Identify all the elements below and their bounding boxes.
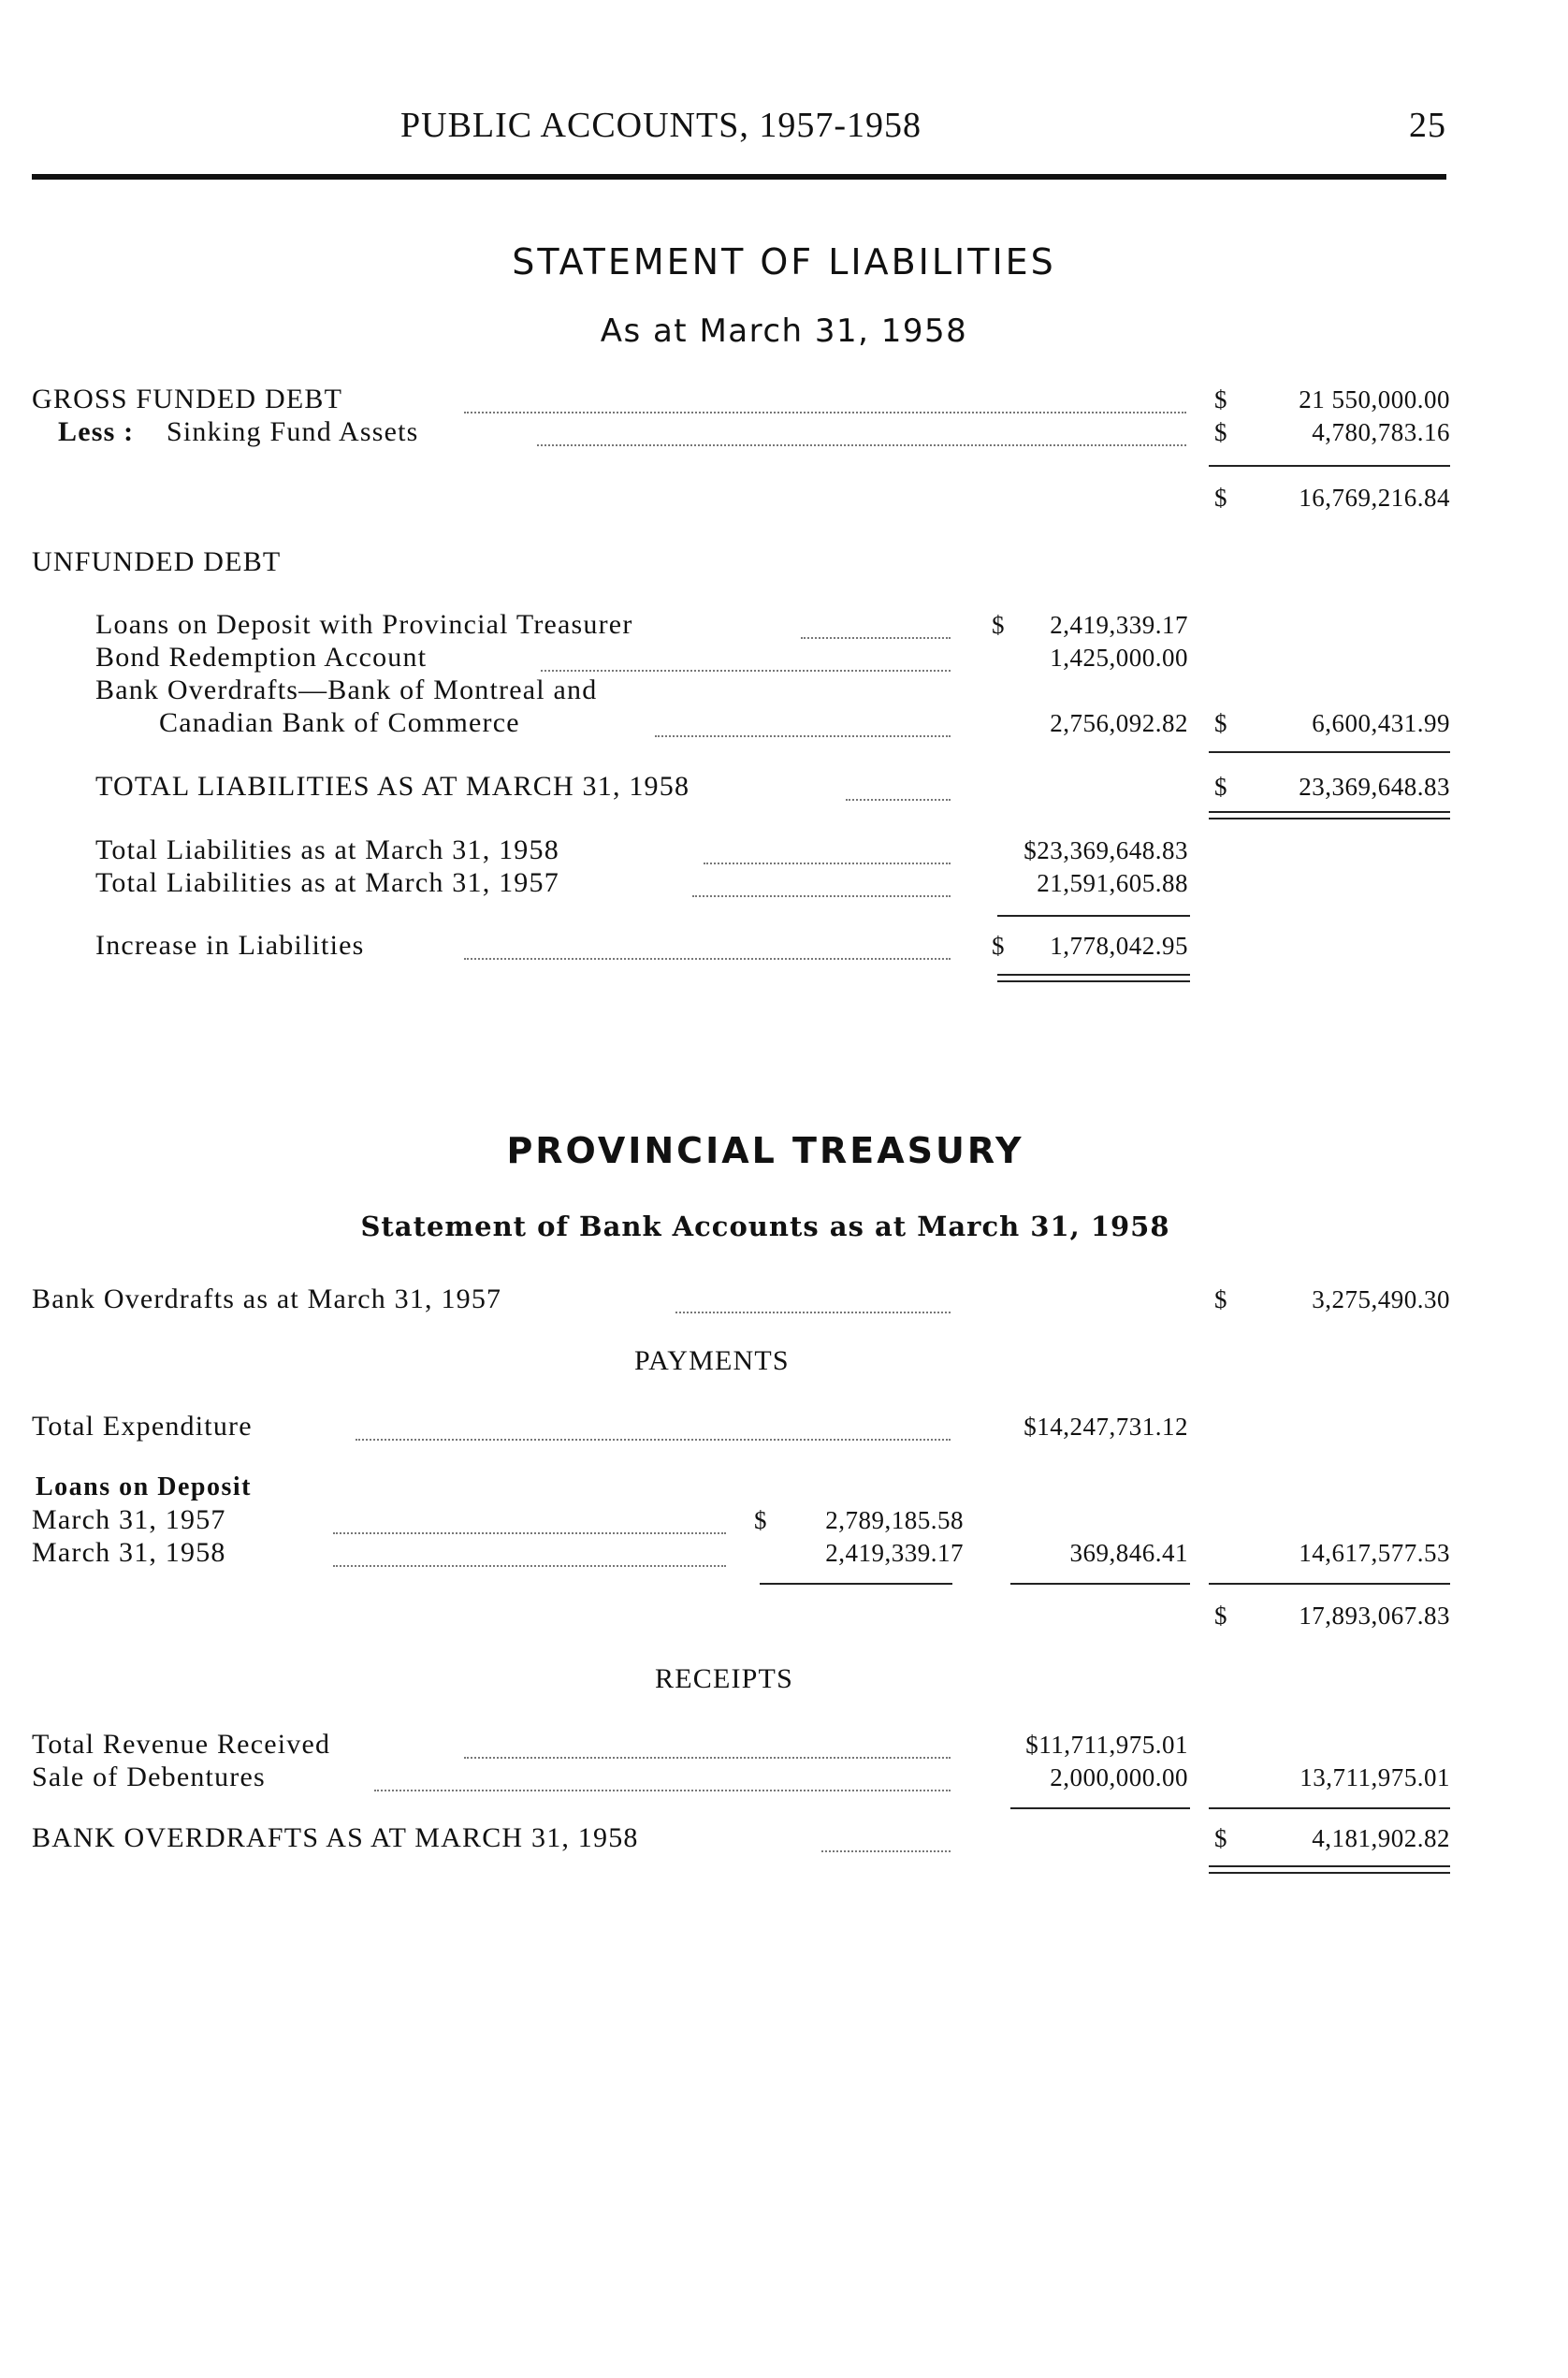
loans-1958-value: 2,419,339.17 <box>825 1539 964 1567</box>
currency-sign: $ <box>1214 1602 1227 1630</box>
liabilities-title: STATEMENT OF LIABILITIES <box>512 241 1056 283</box>
currency-sign: $ <box>992 611 1005 639</box>
leader-dots <box>464 412 1186 413</box>
unfunded-debt-total: 6,600,431.99 <box>1312 709 1450 737</box>
overdrafts-1957-value: 3,275,490.30 <box>1312 1285 1450 1313</box>
bond-redemption-value: 1,425,000.00 <box>1050 644 1188 672</box>
sinking-fund-label: Sinking Fund Assets <box>167 416 419 447</box>
currency-sign: $ <box>1214 773 1227 801</box>
overdrafts-1958-label: BANK OVERDRAFTS AS AT MARCH 31, 1958 <box>32 1822 639 1853</box>
difference-rule <box>1010 1583 1190 1585</box>
total-liabilities-1957-value: 21,591,605.88 <box>1037 869 1188 897</box>
difference-rule <box>997 915 1190 917</box>
leader-dots <box>541 670 951 672</box>
leader-dots <box>374 1790 951 1791</box>
receipts-total-value: 13,711,975.01 <box>1299 1763 1450 1791</box>
gross-funded-debt-label: GROSS FUNDED DEBT <box>32 384 343 414</box>
receipts-total-rule <box>1209 1807 1450 1809</box>
payments-total-value: 17,893,067.83 <box>1299 1602 1450 1630</box>
header-rule <box>32 174 1446 180</box>
sale-debentures-label: Sale of Debentures <box>32 1762 266 1792</box>
leader-dots <box>675 1312 951 1313</box>
treasury-title: PROVINCIAL TREASURY <box>506 1130 1024 1171</box>
subtotal-rule <box>1209 1583 1450 1585</box>
leader-dots <box>464 1757 951 1759</box>
payments-subtotal-value: 14,617,577.53 <box>1299 1539 1450 1567</box>
payments-heading: PAYMENTS <box>634 1345 790 1376</box>
liabilities-subtitle: As at March 31, 1958 <box>600 312 968 350</box>
total-expenditure-value: $14,247,731.12 <box>1024 1413 1188 1441</box>
loans-on-deposit-label: Loans on Deposit with Provincial Treasurer <box>95 609 633 640</box>
treasury-subtitle: Statement of Bank Accounts as at March 31, 1958 <box>360 1211 1170 1242</box>
overdrafts-1958-value: 4,181,902.82 <box>1312 1824 1450 1852</box>
less-label: Less : <box>58 416 135 447</box>
unfunded-debt-heading: UNFUNDED DEBT <box>32 546 282 577</box>
leader-dots <box>464 958 951 960</box>
bond-redemption-label: Bond Redemption Account <box>95 642 428 673</box>
currency-sign: $ <box>1214 709 1227 737</box>
currency-sign: $ <box>992 932 1005 960</box>
total-liabilities-1957-label: Total Liabilities as at March 31, 1957 <box>95 867 559 898</box>
total-revenue-label: Total Revenue Received <box>32 1729 331 1760</box>
currency-sign: $ <box>754 1506 767 1534</box>
total-liabilities-1958-value: $23,369,648.83 <box>1024 836 1188 864</box>
leader-dots <box>704 863 951 864</box>
overdrafts-1957-label: Bank Overdrafts as at March 31, 1957 <box>32 1283 502 1314</box>
subtotal-rule <box>1209 465 1450 467</box>
total-liabilities-1958-label: Total Liabilities as at March 31, 1958 <box>95 834 559 865</box>
loans-1958-label: March 31, 1958 <box>32 1537 226 1568</box>
increase-in-liabilities-label: Increase in Liabilities <box>95 930 365 961</box>
leader-dots <box>333 1565 726 1567</box>
currency-sign: $ <box>1214 385 1227 413</box>
running-header-title: PUBLIC ACCOUNTS, 1957-1958 <box>400 106 922 145</box>
loans-difference-value: 369,846.41 <box>1069 1539 1188 1567</box>
bank-overdrafts-label-line1: Bank Overdrafts—Bank of Montreal and <box>95 674 598 705</box>
sinking-fund-value: 4,780,783.16 <box>1312 418 1450 446</box>
currency-sign: $ <box>1214 418 1227 446</box>
total-liabilities-value: 23,369,648.83 <box>1299 773 1450 801</box>
loans-1957-value: 2,789,185.58 <box>825 1506 964 1534</box>
net-funded-debt-value: 16,769,216.84 <box>1299 484 1450 512</box>
loans-rule <box>760 1583 952 1585</box>
double-rule-top <box>997 974 1190 976</box>
loans-1957-label: March 31, 1957 <box>32 1504 226 1535</box>
gross-funded-debt-value: 21 550,000.00 <box>1299 385 1450 413</box>
leader-dots <box>655 735 951 737</box>
currency-sign: $ <box>1214 484 1227 512</box>
total-revenue-value: $11,711,975.01 <box>1025 1731 1188 1759</box>
total-rule <box>1209 751 1450 753</box>
increase-in-liabilities-value: 1,778,042.95 <box>1050 932 1188 960</box>
leader-dots <box>356 1439 951 1441</box>
bank-overdrafts-value: 2,756,092.82 <box>1050 709 1188 737</box>
leader-dots <box>821 1850 951 1852</box>
loans-on-deposit-value: 2,419,339.17 <box>1050 611 1188 639</box>
leader-dots <box>692 895 951 897</box>
double-rule-bottom <box>997 980 1190 982</box>
total-liabilities-label: TOTAL LIABILITIES AS AT MARCH 31, 1958 <box>95 771 690 802</box>
total-expenditure-label: Total Expenditure <box>32 1411 253 1442</box>
page-number: 25 <box>1409 106 1446 145</box>
leader-dots <box>846 799 951 801</box>
leader-dots <box>333 1532 726 1534</box>
leader-dots <box>537 444 1186 446</box>
bank-overdrafts-label-line2: Canadian Bank of Commerce <box>159 707 520 738</box>
double-rule-bottom <box>1209 818 1450 819</box>
double-rule-top <box>1209 811 1450 813</box>
currency-sign: $ <box>1214 1824 1227 1852</box>
sale-debentures-value: 2,000,000.00 <box>1050 1763 1188 1791</box>
leader-dots <box>801 637 951 639</box>
receipts-rule <box>1010 1807 1190 1809</box>
double-rule-bottom <box>1209 1872 1450 1874</box>
loans-on-deposit-heading: Loans on Deposit <box>36 1472 252 1501</box>
currency-sign: $ <box>1214 1285 1227 1313</box>
receipts-heading: RECEIPTS <box>655 1663 793 1694</box>
double-rule-top <box>1209 1865 1450 1867</box>
